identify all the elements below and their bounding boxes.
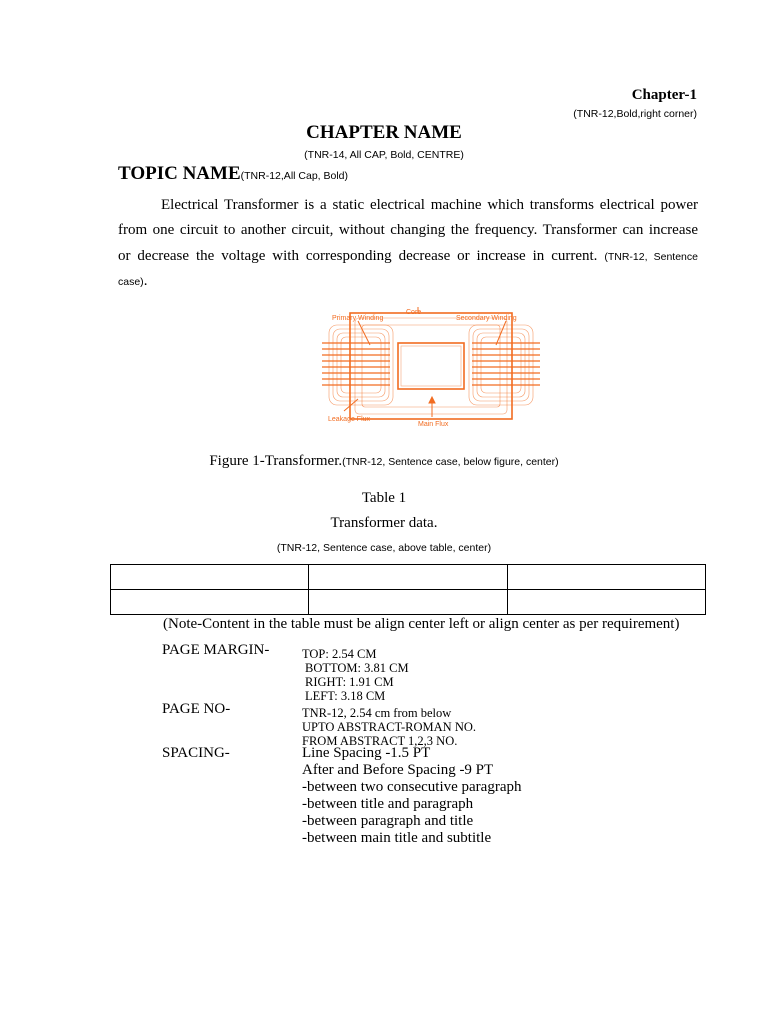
page-no-line-3: FROM ABSTRACT 1,2,3 NO. (302, 734, 458, 748)
chapter-number-note: (TNR-12,Bold,right corner) (573, 108, 697, 120)
paragraph-line-3-text: or decrease the voltage with corresponding decrease or increase in current. (118, 248, 598, 264)
label-arrows (344, 307, 506, 417)
spacing-line-6: -between main title and subtitle (302, 830, 492, 846)
table-cell (507, 590, 705, 615)
paragraph-line-1: Electrical Transformer is a static electrical machine which transforms electrical power (161, 197, 698, 213)
secondary-winding (472, 343, 540, 385)
table-cell (507, 565, 705, 590)
page-no-label: PAGE NO- (162, 701, 231, 717)
table-cell (309, 590, 507, 615)
page-no-line-1: TNR-12, 2.54 cm from below (302, 706, 452, 720)
topic-name-note: (TNR-12,All Cap, Bold) (240, 170, 349, 182)
margin-right: RIGHT: 1.91 CM (305, 675, 394, 689)
spacing-line-4: -between title and paragraph (302, 796, 474, 812)
topic-name-text: TOPIC NAME (118, 163, 241, 184)
chapter-number: Chapter-1 (631, 87, 697, 103)
paragraph-line-3 (118, 248, 698, 265)
spacing-line-1: Line Spacing -1.5 PT (302, 745, 431, 761)
figure-caption-text: Figure 1-Transformer. (209, 453, 343, 469)
data-table (110, 564, 706, 615)
table-title: Transformer data. (330, 515, 438, 531)
margin-left: LEFT: 3.18 CM (305, 689, 386, 703)
paragraph-note-2: case) (118, 276, 144, 288)
table-cell (111, 565, 309, 590)
spacing-label: SPACING- (162, 745, 230, 761)
primary-winding (322, 343, 390, 385)
spacing-line-5: -between paragraph and title (302, 813, 474, 829)
leakage-flux-lines (329, 325, 533, 405)
spacing-line-3: -between two consecutive paragraph (302, 779, 522, 795)
primary-winding-label: Primary Winding (332, 315, 384, 322)
table-row (111, 565, 706, 590)
secondary-winding-label: Secondary Winding (456, 315, 517, 322)
main-flux-label: Main Flux (418, 421, 449, 428)
spacing-line-2: After and Before Spacing -9 PT (302, 762, 494, 778)
core-label: Core (406, 309, 422, 316)
page-margin-label: PAGE MARGIN- (162, 642, 270, 658)
paragraph-note-1: (TNR-12, Sentence (604, 251, 698, 263)
paragraph-line-2: from one circuit to another circuit, without changing the frequency. Transformer can increase (118, 222, 698, 238)
figure-caption-note: (TNR-12, Sentence case, below figure, center) (342, 456, 559, 468)
table-label: Table 1 (361, 490, 407, 506)
table-cell (309, 565, 507, 590)
paragraph-line-4 (118, 273, 698, 290)
table-alignment-note: (Note-Content in the table must be align center left or align center as per requirement) (163, 616, 680, 632)
table-note: (TNR-12, Sentence case, above table, center) (276, 542, 492, 554)
table-row (111, 590, 706, 615)
leakage-flux-label: Leakage Flux (328, 416, 371, 423)
topic-name (118, 163, 348, 185)
figure-caption (0, 453, 768, 470)
chapter-name-note: (TNR-14, All CAP, Bold, CENTRE) (304, 149, 464, 161)
paragraph-tail: . (143, 273, 148, 289)
page-no-line-2: UPTO ABSTRACT-ROMAN NO. (302, 720, 476, 734)
table-cell (111, 590, 309, 615)
chapter-name: CHAPTER NAME (306, 122, 462, 143)
transformer-diagram (318, 305, 544, 431)
margin-bottom: BOTTOM: 3.81 CM (305, 661, 409, 675)
margin-top: TOP: 2.54 CM (302, 647, 377, 661)
